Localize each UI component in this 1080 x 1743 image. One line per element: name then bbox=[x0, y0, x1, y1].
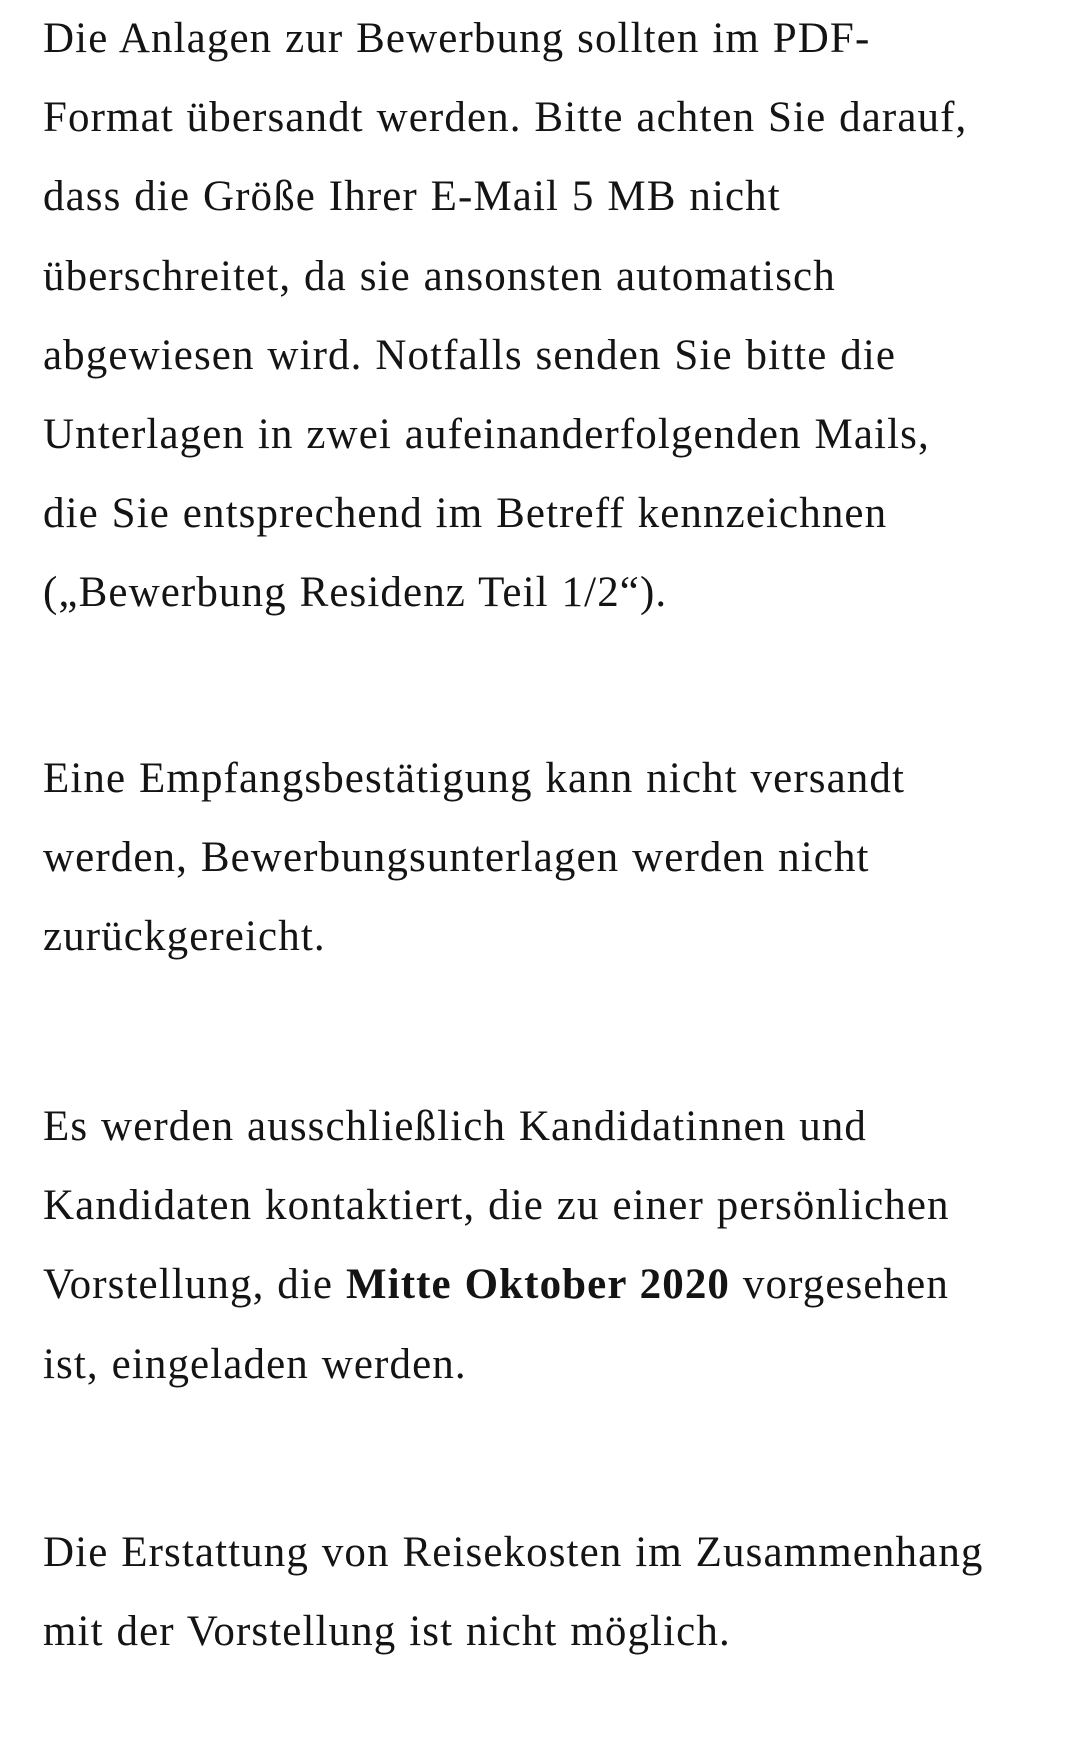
text-line: Es werden ausschließlich Kandidatinnen und bbox=[43, 1103, 867, 1150]
paragraph-travel-costs bbox=[43, 1513, 984, 1671]
text-line: Die Anlagen zur Bewerbung sollten im PDF- bbox=[43, 15, 871, 62]
text-segment: Vorstellung, die bbox=[43, 1261, 346, 1309]
paragraph-attachments bbox=[43, 0, 967, 633]
text-line: abgewiesen wird. Notfalls senden Sie bitte die bbox=[43, 331, 897, 379]
text-line: ist, eingeladen werden. bbox=[43, 1340, 467, 1388]
text-line: die Sie entsprechend im Betreff kennzeichnen bbox=[43, 490, 888, 538]
text-line: mit der Vorstellung ist nicht möglich. bbox=[43, 1608, 731, 1656]
text-line: überschreitet, da sie ansonsten automatisch bbox=[43, 252, 836, 300]
text-line: werden, Bewerbungsunterlagen werden nicht bbox=[43, 834, 870, 882]
text-line: dass die Größe Ihrer E-Mail 5 MB nicht bbox=[43, 173, 781, 221]
text-line-with-date bbox=[43, 1245, 950, 1324]
text-line: Die Erstattung von Reisekosten im Zusammenhang bbox=[43, 1529, 984, 1576]
text-line: Eine Empfangsbestätigung kann nicht versandt bbox=[43, 755, 906, 802]
text-line: („Bewerbung Residenz Teil 1/2“). bbox=[43, 569, 668, 617]
paragraph-contact bbox=[43, 1087, 950, 1404]
paragraph-confirmation bbox=[43, 739, 905, 977]
text-line: Format übersandt werden. Bitte achten Sie darauf, bbox=[43, 94, 968, 142]
text-segment: vorgesehen bbox=[730, 1261, 949, 1309]
text-line: zurückgereicht. bbox=[43, 913, 326, 961]
text-line: Unterlagen in zwei aufeinanderfolgenden Mails, bbox=[43, 411, 930, 459]
interview-date: Mitte Oktober 2020 bbox=[345, 1261, 731, 1309]
text-line: Kandidaten kontaktiert, die zu einer persönlichen bbox=[43, 1182, 950, 1230]
